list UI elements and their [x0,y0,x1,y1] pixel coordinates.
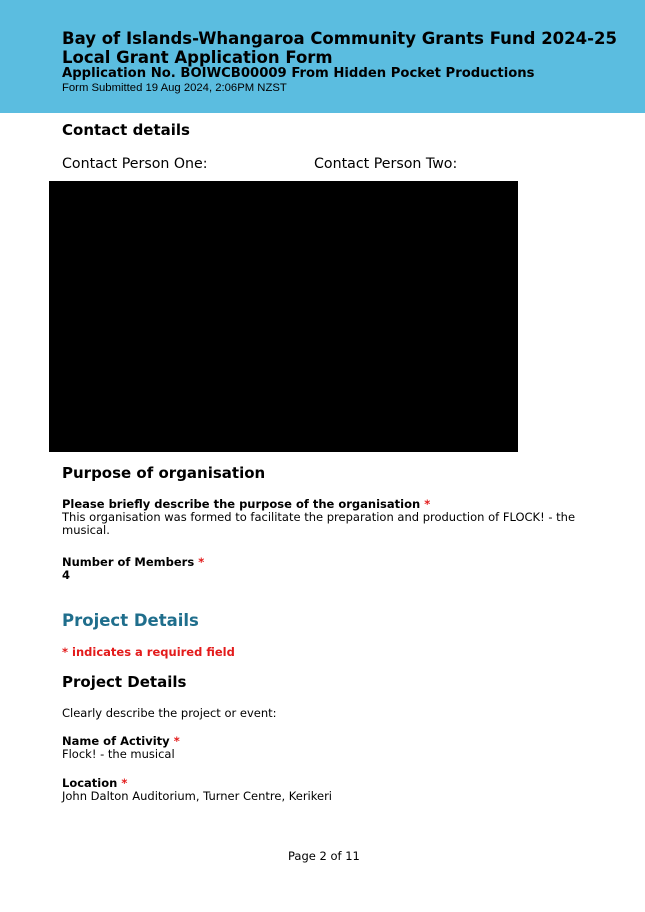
contact-person-two-label: Contact Person Two: [314,156,458,172]
members-answer: 4 [62,568,71,582]
required-asterisk: * [424,497,431,511]
location-answer: John Dalton Auditorium, Turner Centre, Kerikeri [62,789,332,803]
page-number: Page 2 of 11 [288,849,360,863]
submitted-timestamp: Form Submitted 19 Aug 2024, 2:06PM NZST [62,82,287,94]
activity-name-question [62,734,180,748]
activity-name-answer: Flock! - the musical [62,747,175,761]
project-details-subheading: Project Details [62,673,187,691]
location-question-text: Location [62,776,118,790]
purpose-question [62,497,430,511]
project-intro: Clearly describe the project or event: [62,706,277,720]
required-asterisk: * [121,776,128,790]
purpose-answer-line2: musical. [62,523,110,537]
members-question-text: Number of Members [62,555,195,569]
required-asterisk: * [173,734,180,748]
location-question [62,776,127,790]
header-banner [0,0,645,113]
redacted-contact-block [49,181,518,452]
activity-name-question-text: Name of Activity [62,734,170,748]
purpose-title: Purpose of organisation [62,464,266,482]
form-title-line2: Local Grant Application Form [62,48,333,67]
required-field-note: * indicates a required field [62,645,235,659]
application-number: Application No. BOIWCB00009 From Hidden Pocket Productions [62,66,535,81]
required-asterisk: * [198,555,205,569]
contact-details-title: Contact details [62,121,190,139]
project-details-heading: Project Details [62,611,199,630]
form-title-line1: Bay of Islands-Whangaroa Community Grants Fund 2024-25 [62,29,617,48]
members-question [62,555,204,569]
purpose-question-text: Please briefly describe the purpose of the organisation [62,497,421,511]
purpose-answer-line1: This organisation was formed to facilitate the preparation and production of FLOCK! - the [62,510,576,524]
contact-person-one-label: Contact Person One: [62,156,208,172]
